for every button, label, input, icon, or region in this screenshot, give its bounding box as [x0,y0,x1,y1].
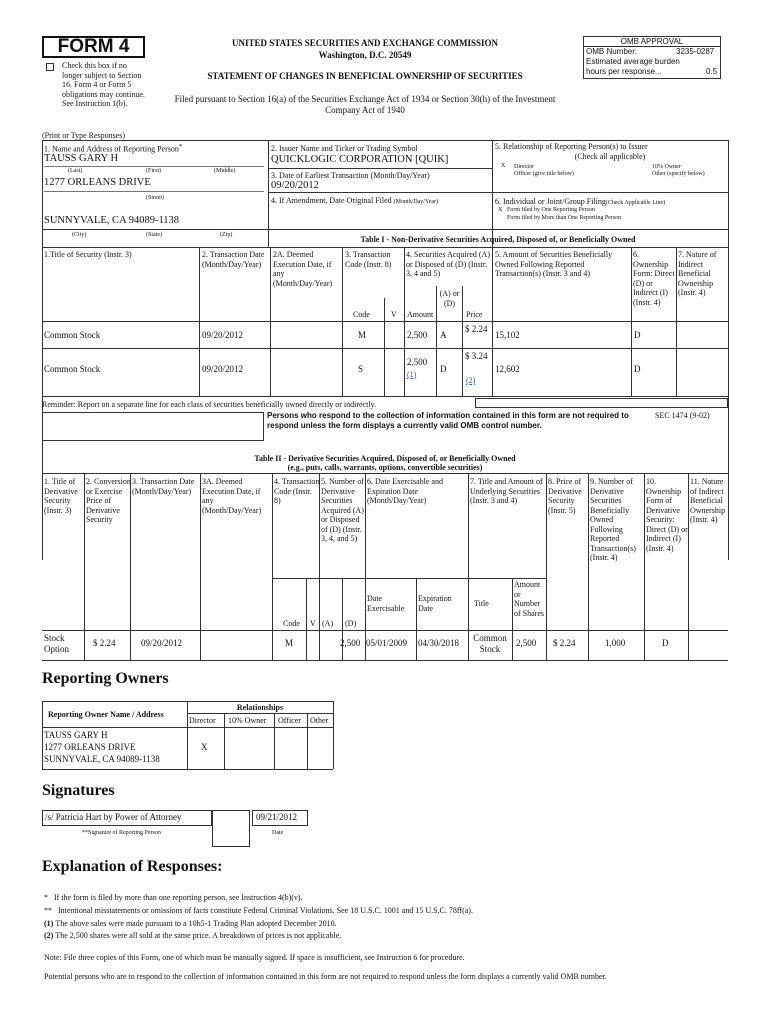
city-label: (City) [72,232,87,238]
t1-aord: D [440,364,447,374]
checkbox-instruction: Check this box if no longer subject to Section 16. Form 4 or Form 5 obligations may continue. See Instruction 1(b). [62,61,145,108]
omb-number: 3235-0287 [676,47,715,56]
rel-director-mark[interactable]: X [501,163,506,169]
reporting-name: TAUSS GARY H [44,153,119,164]
t2-c9: 9. Number of Derivative Securities Beneficially Owned Following Reported Transaction(s) (Instr. 4) [590,477,636,562]
t2-title: Stock Option [44,633,70,654]
issuer-label: 2. Issuer Name and Ticker or Trading Symbol [271,144,418,153]
t2-sub-a: (A) [322,619,334,628]
owners-col-director: Director [189,716,216,725]
reporting-owners-heading: Reporting Owners [42,670,169,687]
individual-more: Form filed by More than One Reporting Person [507,215,622,221]
t1-owned: 15,102 [495,330,520,340]
t1-col4: 4. Securities Acquired (A) or Disposed of (D) (Instr. 3, 4 and 5) [406,250,490,278]
owners-col-name: Reporting Owner Name / Address [48,710,164,719]
footnote-link-1[interactable]: (1) [407,370,417,379]
t2-c4: 4. Transaction Code (Instr. 8) [274,477,320,505]
t2-form: D [662,638,669,648]
owner-director-mark: X [201,742,208,752]
signature-spacer-box [212,810,250,847]
potential-persons: Potential persons who are to respond to the collection of information contained in this form are not required to respond unless the form displays a currently valid OMB number. [44,972,607,981]
rel-other: Other (specify below) [652,171,705,177]
t1-col3: 3. Transaction Code (Instr. 8) [345,250,392,269]
agency-location: Washington, D.C. 20549 [318,50,412,60]
print-type: (Print or Type Responses) [42,131,126,140]
t2-sub-title: Title [474,599,489,608]
t1-sub-price: Price [466,310,483,319]
owner-city: SUNNYVALE, CA 94089-1138 [44,754,160,764]
t1-sub-code: Code [353,310,370,319]
t1-col7: 7. Nature of Indirect Beneficial Ownership (Instr. 4) [678,250,717,297]
owners-col-other: Other [310,716,329,725]
t1-col2: 2. Transaction Date (Month/Day/Year) [202,250,265,269]
t2-expiration: 04/30/2018 [418,638,460,648]
individual-one: Form filed by One Reporting Person [507,207,595,213]
t2-sub-code: Code [283,619,300,628]
t2-derivative-price: $ 2.24 [553,638,576,648]
t2-sub-exer: Date Exercisable [367,594,405,613]
table2-title: Table II - Derivative Securities Acquired, Disposed of, or Beneficially Owned [254,454,516,463]
t1-code: M [358,330,367,340]
t2-exercisable: 05/01/2009 [366,638,408,648]
table1-title: Table I - Non-Derivative Securities Acquired, Disposed of, or Beneficially Owned [360,235,636,244]
t1-title: Common Stock [44,364,101,374]
rel-10pct: 10% Owner [652,164,681,170]
middle-label: (Middle) [214,168,236,174]
rel-officer: Officer (give title below) [514,171,575,177]
t2-owned: 1,000 [605,638,626,648]
t2-code: M [285,638,294,648]
t1-col2a: 2A. Deemed Execution Date, if any (Month/Day/Year) [273,250,333,288]
t2-price: $ 2.24 [93,638,116,648]
t2-c3a: 3A. Deemed Execution Date, if any (Month/Day/Year) [202,477,262,515]
t1-sub-v: V [391,310,397,319]
first-label: (First) [146,168,161,174]
form-title: FORM 4 [57,36,130,57]
earliest-date: 09/20/2012 [271,180,319,191]
signature-label: **Signature of Reporting Person [82,830,161,836]
reporting-street: 1277 ORLEANS DRIVE [44,177,151,188]
t2-c3: 3. Transaction Date (Month/Day/Year) [132,477,195,496]
state-label: (State) [146,232,162,238]
t1-aord: A [440,330,447,340]
owners-col-rel: Relationships [236,703,284,712]
omb-hours: 0.5 [706,67,718,76]
t1-price: $ 2.24 [465,324,488,334]
individual-mark[interactable]: X [498,207,503,213]
t1-col6: 6. Ownership Form: Direct (D) or Indirect (I) (Instr. 4) [633,250,675,307]
t2-sub-v: V [310,619,316,628]
reporting-city: SUNNYVALE, CA 94089-1138 [44,215,180,226]
agency-name: UNITED STATES SECURITIES AND EXCHANGE COMMISSION [232,38,498,48]
t1-col1: 1.Title of Security (Instr. 3) [44,250,132,259]
t1-date: 09/20/2012 [202,330,244,340]
sec-code: SEC 1474 (9-02) [655,411,710,420]
rel-director: Director [514,164,534,170]
last-label: (Last) [68,168,83,174]
zip-label: (Zip) [220,232,233,238]
t2-sub-exp: Expiration Date [418,594,452,613]
t1-sub-aord: (A) or (D) [439,289,460,308]
reporting-name-label: 1. Name and Address of Reporting Person* [44,143,183,154]
signer-name: /s/ Patricia Hart by Power of Attorney [45,812,182,822]
relationship-sub: (Check all applicable) [574,152,646,161]
t2-c8: 8. Price of Derivative Security (Instr. 5) [548,477,582,515]
t2-sub-amount: Amount or Number of Shares [514,580,544,618]
filed-pursuant: Filed pursuant to Section 16(a) of the Securities Exchange Act of 1934 or Section 30(h) of the Investment Company Act of 1940 [174,94,556,115]
t1-form: D [634,364,641,374]
individual-label: 6. Individual or Joint/Group Filing(Check Applicable Line) [495,197,666,206]
t1-amount: 2,500 [407,330,428,340]
omb-burden-label: Estimated average burden [586,57,680,66]
omb-number-label: OMB Number: [586,47,638,56]
t2-c1: 1. Title of Derivative Security (Instr. 3) [44,477,78,515]
t2-c11: 11. Nature of Indirect Beneficial Ownership (Instr. 4) [690,477,726,524]
owner-street: 1277 ORLEANS DRIVE [44,742,136,752]
omb-hours-label: hours per response... [586,67,662,76]
persons-notice: Persons who respond to the collection of information contained in this form are not required to respond unless the form displays a currently valid OMB control number. [267,411,629,430]
reminder-box-left [42,412,264,441]
t2-c10: 10. Ownership Form of Derivative Security: Direct (D) or Indirect (I) (Instr. 4) [646,477,688,553]
date-label: Date [272,830,284,836]
explanation-line: (1) The above sales were made pursuant to a 10b5-1 Trading Plan adopted December 2010. [44,919,337,928]
owners-col-10: 10% Owner [228,716,267,725]
signatures-heading: Signatures [42,782,115,799]
explanation-line: * If the form is filed by more than one reporting person, see Instruction 4(b)(v). [44,893,303,902]
filing-note: Note: File three copies of this Form, one of which must be manually signed. If space is insufficient, see Instruction 6 for procedure. [44,953,465,962]
t1-form: D [634,330,641,340]
issuer-name: QUICKLOGIC CORPORATION [QUIK] [271,154,449,165]
street-label: (Street) [146,195,164,201]
reminder-box-right [475,398,728,408]
owners-col-officer: Officer [278,716,301,725]
t1-title: Common Stock [44,330,101,340]
t1-price: $ 3.24 [465,351,488,361]
t2-disposed: 2,500 [340,638,361,648]
t2-c5: 5. Number of Derivative Securities Acquired (A) or Disposed of (D) (Instr. 3, 4, and 5) [321,477,364,543]
t1-amount: 2,500 [407,357,428,367]
earliest-label: 3. Date of Earliest Transaction (Month/Day/Year) [271,171,430,180]
t2-c2: 2. Conversion or Exercise Price of Derivative Security [86,477,131,524]
t1-col5: 5. Amount of Securities Beneficially Owned Following Reported Transaction(s) (Instr. 3 and 4) [495,250,613,278]
footnote-link-2[interactable]: (2) [466,376,476,385]
no-longer-subject-checkbox[interactable] [46,63,54,71]
reminder: Reminder: Report on a separate line for each class of securities beneficially owned directly or indirectly. [42,400,377,409]
owner-name: TAUSS GARY H [44,730,108,740]
statement-title: STATEMENT OF CHANGES IN BENEFICIAL OWNERSHIP OF SECURITIES [207,71,523,81]
amendment-label: 4. If Amendment, Date Original Filed (Month/Day/Year) [271,196,439,205]
signature-date: 09/21/2012 [256,812,298,822]
t2-c6: 6. Date Exercisable and Expiration Date (Month/Day/Year) [367,477,443,505]
explanation-heading: Explanation of Responses: [42,858,223,875]
t1-sub-amount: Amount [407,310,434,319]
table2-subtitle: (e.g., puts, calls, warrants, options, convertible securities) [287,463,483,472]
explanation-line: (2) The 2,500 shares were all sold at the same price. A breakdown of prices is not applicable. [44,931,342,940]
relationship-label: 5. Relationship of Reporting Person(s) to Issuer [495,142,648,151]
t2-c7: 7. Title and Amount of Underlying Securities (Instr. 3 and 4) [470,477,543,505]
t2-underlying-title: Common Stock [473,633,507,654]
t1-code: S [358,364,364,374]
explanation-line: ** Intentional misstatements or omissions of facts constitute Federal Criminal Violations. See 18 U.S.C. 1001 and 15 U.S.C. 78ff(a). [44,906,473,915]
omb-title: OMB APPROVAL [620,37,684,46]
t1-date: 09/20/2012 [202,364,244,374]
t2-underlying-amount: 2,500 [516,638,537,648]
t2-sub-d: (D) [345,619,357,628]
t2-date: 09/20/2012 [141,638,183,648]
t1-owned: 12,602 [495,364,520,374]
